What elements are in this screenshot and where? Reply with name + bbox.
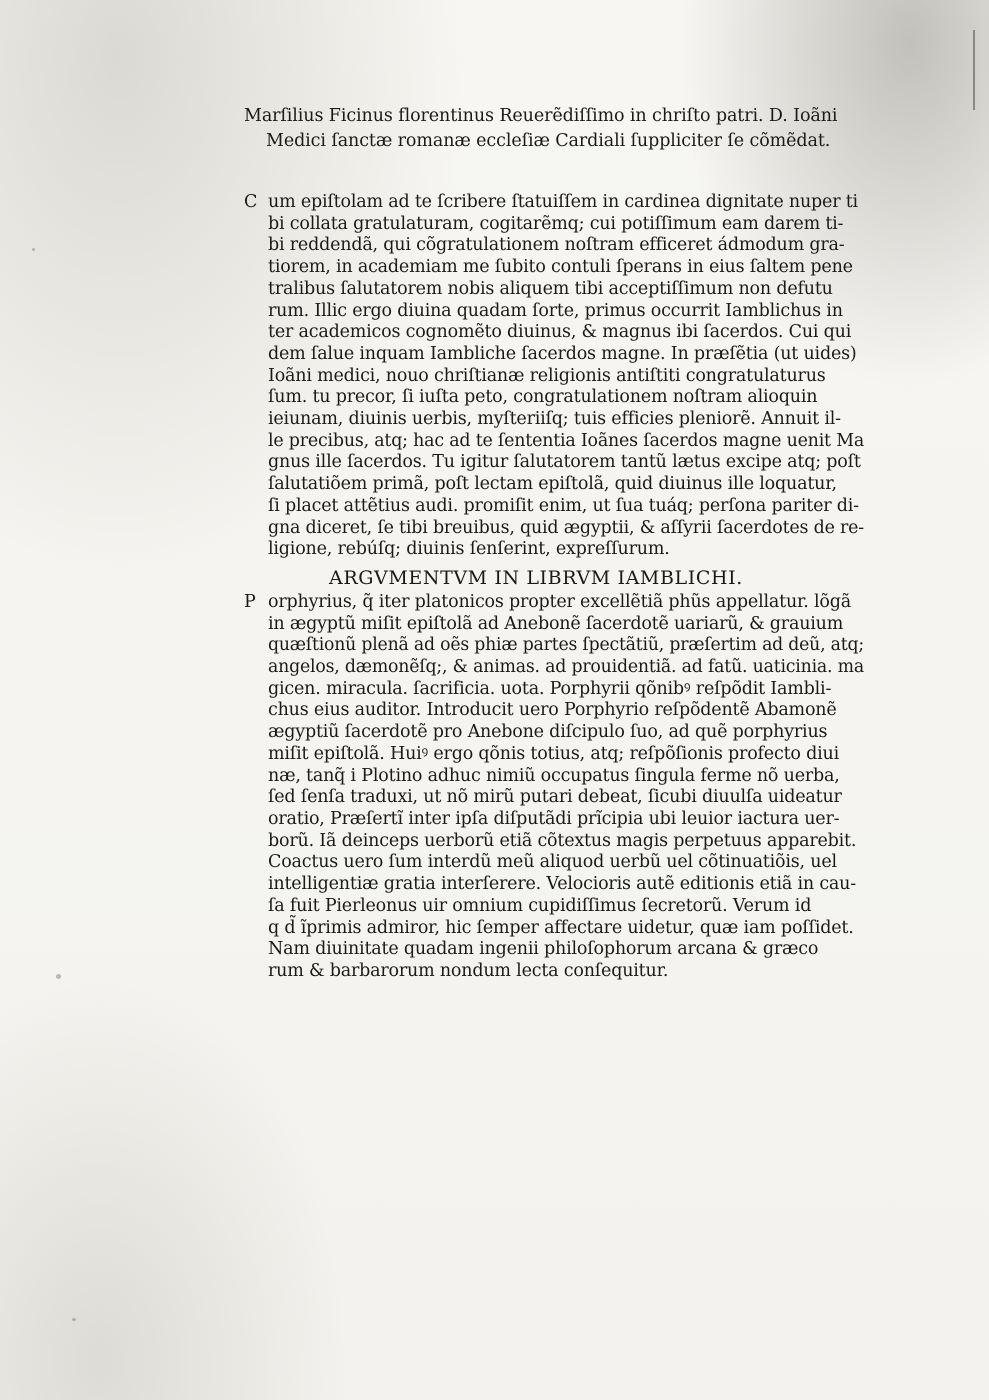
text-line: Nam diuinitate quadam ingenii philoſophorum arcana & græco xyxy=(268,939,819,960)
text-line: ter academicos cognomẽto diuinus, & magnus ibi ſacerdos. Cui qui xyxy=(268,322,852,343)
text-line: oratio, Præſertĩ inter ipſa diſputãdi prĩcipia ubi leuior iactura uer- xyxy=(268,808,840,829)
text-line: gicen. miracula. ſacrificia. uota. Porphyrii qõnibꝰ reſpõdit Iambli- xyxy=(268,678,832,699)
text-line: tiorem, in academiam me ſubito contuli ſperans in eius ſaltem pene xyxy=(268,257,853,278)
text-line: ligione, rebúſq; diuinis ſenſerint, expreſſurum. xyxy=(268,539,670,560)
text-line: ſed ſenſa traduxi, ut nõ mirũ putari debeat, ſicubi diuulſa uideatur xyxy=(268,787,842,808)
argument-title: ARGVMENTVM IN LIBRVM IAMBLICHI. xyxy=(329,566,743,589)
text-line: q d̃ ĩprimis admiror, hic ſemper affectare uidetur, quæ iam poſſidet. xyxy=(268,917,854,938)
text-line: ſa fuit Pierleonus uir omnium cupidiſſimus ſecretorũ. Verum id xyxy=(268,895,812,916)
text-line: miſit epiſtolã. Huiꝰ ergo qõnis totius, atq; reſpõſionis profecto diui xyxy=(268,743,839,764)
text-line: ægyptiũ ſacerdotẽ pro Anebone diſcipulo ſuo, ad quẽ porphyrius xyxy=(268,722,828,743)
initial-letter: P xyxy=(244,591,256,612)
text-line: gna diceret, ſe tibi breuibus, quid ægyptii, & aſſyrii ſacerdotes de re- xyxy=(268,517,864,538)
text-line: in ægyptũ miſit epiſtolã ad Anebonẽ ſacerdotẽ uariarũ, & grauium xyxy=(268,613,844,634)
text-line: rum & barbarorum nondum lecta conſequitur. xyxy=(268,960,669,981)
page-edge-shadow xyxy=(973,30,975,110)
dedication-paragraph xyxy=(244,192,864,561)
text-line: gnus ille ſacerdos. Tu igitur ſalutatorem tantũ lætus excipe atq; poſt xyxy=(268,452,861,473)
text-line: ſi placet attẽtius audi. promiſit enim, ut ſua tuáq; perſona pariter di- xyxy=(268,495,859,516)
line-text: um epiſtolam ad te ſcribere ſtatuiſſem in cardinea dignitate nuper ti xyxy=(268,192,858,212)
text-line: bi reddendã, qui cõgratulationem noſtram efficeret ádmodum gra- xyxy=(268,235,845,256)
text-line: ieiunam, diuinis uerbis, myſteriiſq; tuis efficies pleniorẽ. Annuit il- xyxy=(268,409,841,430)
ink-speck xyxy=(56,974,61,979)
text-line: Coactus uero ſum interdũ meũ aliquod uerbũ uel cõtinuatiõis, uel xyxy=(268,852,837,873)
text-line: le precibus, atq; hac ad te ſententia Ioãnes ſacerdos magne uenit Ma xyxy=(268,430,864,451)
text-line: borũ. Iã deinceps uerborũ etiã cõtextus magis perpetuus apparebit. xyxy=(268,830,857,851)
heading-line-2: Medici ſanctæ romanæ eccleſiæ Cardiali ſuppliciter ſe cõmẽdat. xyxy=(266,131,831,151)
argument-paragraph xyxy=(244,592,864,983)
text-line: Ioãni medici, nouo chriſtianæ religionis antiſtiti congratulaturus xyxy=(268,365,826,386)
dedication-heading xyxy=(244,104,864,154)
text-line: tralibus ſalutatorem nobis aliquem tibi acceptiſſimum non defutu xyxy=(268,278,833,299)
text-line: ſum. tu precor, ſi iuſta peto, congratulationem noſtram alioquin xyxy=(268,387,818,408)
line-text: orphyrius, q̃ iter platonicos propter excellẽtiã phũs appellatur. lõgã xyxy=(268,591,851,612)
text-line: ſalutatiõem primã, poſt lectam epiſtolã, quid diuinus ille loquatur, xyxy=(268,474,837,495)
heading-line-1: Marſilius Ficinus florentinus Reuerẽdiſſimo in chriſto patri. D. Ioãni xyxy=(244,106,838,126)
text-line: næ, tanq̃ i Plotino adhuc nimiũ occupatus ſingula ferme nõ uerba, xyxy=(268,765,840,786)
text-line: dem ſalue inquam Iambliche ſacerdos magne. In præſẽtia (ut uides) xyxy=(268,343,857,364)
ink-speck xyxy=(72,1318,76,1321)
text-line xyxy=(244,592,864,614)
text-line: quæſtionũ plenã ad oẽs phiæ partes ſpectãtiũ, præſertim ad deũ, atq; xyxy=(268,635,864,656)
text-line: chus eius auditor. Introducit uero Porphyrio reſpõdentẽ Abamonẽ xyxy=(268,700,837,721)
text-line: angelos, dæmonẽſq;, & animas. ad prouidentiã. ad fatũ. uaticinia. ma xyxy=(268,657,864,678)
text-line xyxy=(244,192,864,214)
text-line: bi collata gratulaturam, cogitarẽmq; cui potiſſimum eam darem ti- xyxy=(268,213,844,234)
initial-letter: C xyxy=(244,192,258,212)
text-line: intelligentiæ gratia interſerere. Velocioris autẽ editionis etiã in cau- xyxy=(268,874,856,895)
text-line: rum. Illic ergo diuina quadam ſorte, primus occurrit Iamblichus in xyxy=(268,300,843,321)
page-text xyxy=(244,104,864,983)
ink-speck xyxy=(32,248,35,251)
